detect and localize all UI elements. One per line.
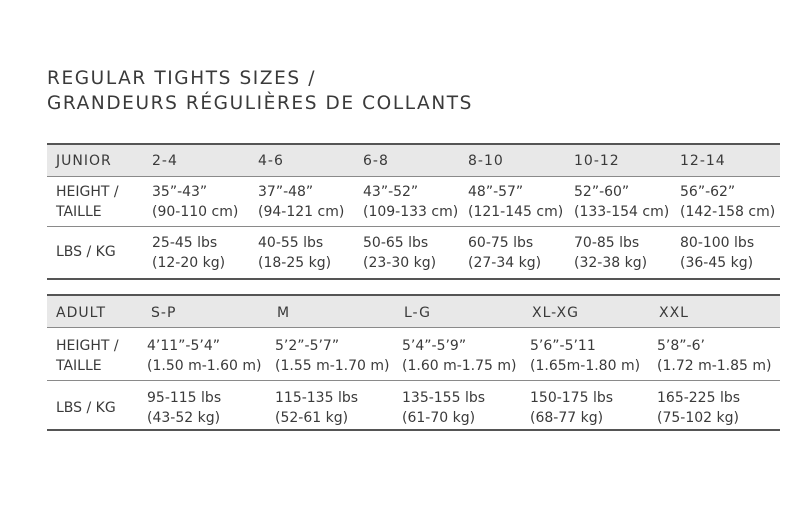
- adult-weight-cell: 135-155 lbs (61-70 kg): [402, 390, 486, 426]
- junior-height-cell: 37”-48” (94-121 cm): [258, 184, 345, 220]
- junior-size-header: 4-6: [258, 153, 284, 169]
- junior-weight-label: LBS / KG: [56, 244, 116, 260]
- adult-weight-cell: 95-115 lbs (43-52 kg): [147, 390, 222, 426]
- adult-size-table: [47, 294, 780, 431]
- title-line-2: GRANDEURS RÉGULIÈRES DE COLLANTS: [47, 93, 473, 114]
- junior-height-label: HEIGHT / TAILLE: [56, 184, 119, 220]
- junior-height-cell: 35”-43” (90-110 cm): [152, 184, 239, 220]
- adult-size-header: M: [277, 305, 291, 321]
- adult-size-header: S-P: [151, 305, 177, 321]
- adult-height-cell: 5’6”-5’11 (1.65m-1.80 m): [530, 338, 641, 374]
- adult-weight-cell: 150-175 lbs (68-77 kg): [530, 390, 614, 426]
- junior-size-header: 10-12: [574, 153, 620, 169]
- junior-weight-cell: 60-75 lbs (27-34 kg): [468, 235, 542, 271]
- adult-row-divider: [47, 380, 780, 381]
- adult-size-header: XL-XG: [532, 305, 579, 321]
- junior-weight-cell: 70-85 lbs (32-38 kg): [574, 235, 648, 271]
- junior-height-cell: 56”-62” (142-158 cm): [680, 184, 776, 220]
- adult-height-cell: 4’11”-5’4” (1.50 m-1.60 m): [147, 338, 262, 374]
- junior-size-header: 6-8: [363, 153, 389, 169]
- junior-weight-cell: 25-45 lbs (12-20 kg): [152, 235, 226, 271]
- junior-row-divider: [47, 226, 780, 227]
- adult-height-label: HEIGHT / TAILLE: [56, 338, 119, 374]
- title-line-1: REGULAR TIGHTS SIZES /: [47, 68, 317, 89]
- junior-height-cell: 52”-60” (133-154 cm): [574, 184, 670, 220]
- junior-weight-cell: 40-55 lbs (18-25 kg): [258, 235, 332, 271]
- adult-height-cell: 5’2”-5’7” (1.55 m-1.70 m): [275, 338, 390, 374]
- junior-height-cell: 48”-57” (121-145 cm): [468, 184, 564, 220]
- adult-size-header: L-G: [404, 305, 431, 321]
- adult-weight-cell: 165-225 lbs (75-102 kg): [657, 390, 741, 426]
- adult-weight-cell: 115-135 lbs (52-61 kg): [275, 390, 359, 426]
- junior-size-header: 8-10: [468, 153, 504, 169]
- adult-height-cell: 5’4”-5’9” (1.60 m-1.75 m): [402, 338, 517, 374]
- adult-weight-label: LBS / KG: [56, 400, 116, 416]
- adult-size-header: XXL: [659, 305, 689, 321]
- junior-size-header: 2-4: [152, 153, 178, 169]
- adult-header-label: ADULT: [56, 305, 107, 321]
- junior-height-cell: 43”-52” (109-133 cm): [363, 184, 459, 220]
- junior-size-header: 12-14: [680, 153, 726, 169]
- junior-header-label: JUNIOR: [56, 153, 112, 169]
- adult-height-cell: 5’8”-6’ (1.72 m-1.85 m): [657, 338, 772, 374]
- junior-weight-cell: 80-100 lbs (36-45 kg): [680, 235, 755, 271]
- junior-size-table: [47, 143, 780, 280]
- junior-weight-cell: 50-65 lbs (23-30 kg): [363, 235, 437, 271]
